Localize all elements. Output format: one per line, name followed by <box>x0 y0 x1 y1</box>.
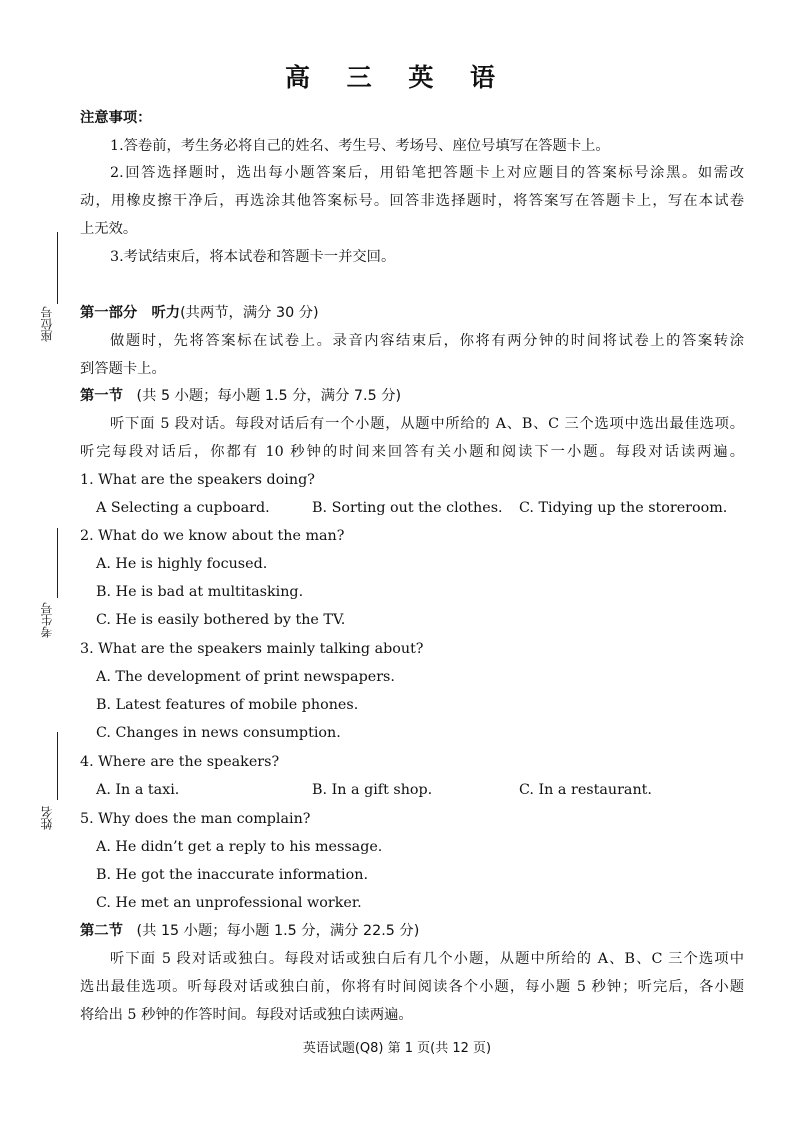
section2-instruction: 将给出 5 秒钟的作答时间。每段对话或独白读两遍。 <box>80 1007 413 1023</box>
part1-instruction: 做题时，先将答案标在试卷上。录音内容结束后，你将有两分钟的时间将试卷上的答案转涂 <box>110 333 744 349</box>
option-b: B. He is bad at multitasking. <box>96 584 304 600</box>
page-footer: 英语试题(Q8) 第 1 页(共 12 页) <box>302 1041 492 1056</box>
section2-note: (共 15 小题；每小题 1.5 分，满分 22.5 分) <box>136 923 420 939</box>
notice-heading: 注意事项： <box>80 110 152 126</box>
section1-instruction: 听完每段对话后，你都有 10 秒钟的时间来回答有关小题和阅读下一小题。每段对话读两遍。 <box>80 444 744 460</box>
seat-line <box>57 232 58 304</box>
option-c: C. He is easily bothered by the TV. <box>96 612 346 628</box>
option-c: C. In a restaurant. <box>519 782 652 798</box>
notice-item: 上无效。 <box>80 221 138 237</box>
part1-heading-row <box>80 303 319 323</box>
question-stem: 3. What are the speakers mainly talking about? <box>80 641 424 657</box>
question-stem: 5. Why does the man complain? <box>80 811 311 827</box>
name-line <box>57 732 58 800</box>
option-c: C. He met an unprofessional worker. <box>96 895 362 911</box>
option-a: A Selecting a cupboard. <box>96 500 270 516</box>
page-title: 高 三 英 语 <box>284 63 510 92</box>
notice-item: 1.答卷前，考生务必将自己的姓名、考生号、考场号、座位号填写在答题卡上。 <box>110 138 610 154</box>
option-b: B. Sorting out the clothes. <box>312 500 503 516</box>
section1-heading-row <box>80 386 401 406</box>
section2-heading: 第二节 <box>80 923 123 939</box>
section2-heading-row <box>80 921 419 941</box>
notice-item: 3.考试结束后，将本试卷和答题卡一并交回。 <box>110 249 396 265</box>
option-a: A. He is highly focused. <box>96 556 268 572</box>
option-a: A. The development of print newspapers. <box>96 669 395 685</box>
question-stem: 2. What do we know about the man? <box>80 528 345 544</box>
exam-no-line <box>57 528 58 598</box>
part1-note: (共两节，满分 30 分) <box>180 305 319 321</box>
section2-instruction: 听下面 5 段对话或独白。每段对话或独白后有几个小题，从题中所给的 A、B、C 三个选项中 <box>110 951 744 967</box>
section1-note: (共 5 小题；每小题 1.5 分，满分 7.5 分) <box>136 388 402 404</box>
section1-instruction: 听下面 5 段对话。每段对话后有一个小题，从题中所给的 A、B、C 三个选项中选出最佳选项。 <box>110 416 744 432</box>
seat-label: 座位号 <box>40 306 54 342</box>
option-a: A. He didn’t get a reply to his message. <box>96 839 383 855</box>
part1-heading: 第一部分 听力 <box>80 305 181 321</box>
option-c: C. Tidying up the storeroom. <box>519 500 728 516</box>
section1-heading: 第一节 <box>80 388 123 404</box>
option-c: C. Changes in news consumption. <box>96 725 341 741</box>
exam-no-label: 考生号 <box>40 602 54 638</box>
notice-item: 动，用橡皮擦干净后，再选涂其他答案标号。回答非选择题时，将答案写在答题卡上，写在本试卷 <box>80 193 744 209</box>
name-label: 姓名 <box>40 806 54 830</box>
part1-instruction: 到答题卡上。 <box>80 361 166 377</box>
option-a: A. In a taxi. <box>96 782 180 798</box>
option-b: B. He got the inaccurate information. <box>96 867 368 883</box>
section2-instruction: 选出最佳选项。听每段对话或独白前，你将有时间阅读各个小题，每小题 5 秒钟；听完后，各小题 <box>80 979 744 995</box>
question-stem: 1. What are the speakers doing? <box>80 472 315 488</box>
question-stem: 4. Where are the speakers? <box>80 754 280 770</box>
option-b: B. In a gift shop. <box>312 782 433 798</box>
option-b: B. Latest features of mobile phones. <box>96 697 359 713</box>
notice-item: 2.回答选择题时，选出每小题答案后，用铅笔把答题卡上对应题目的答案标号涂黑。如需改 <box>110 165 744 181</box>
